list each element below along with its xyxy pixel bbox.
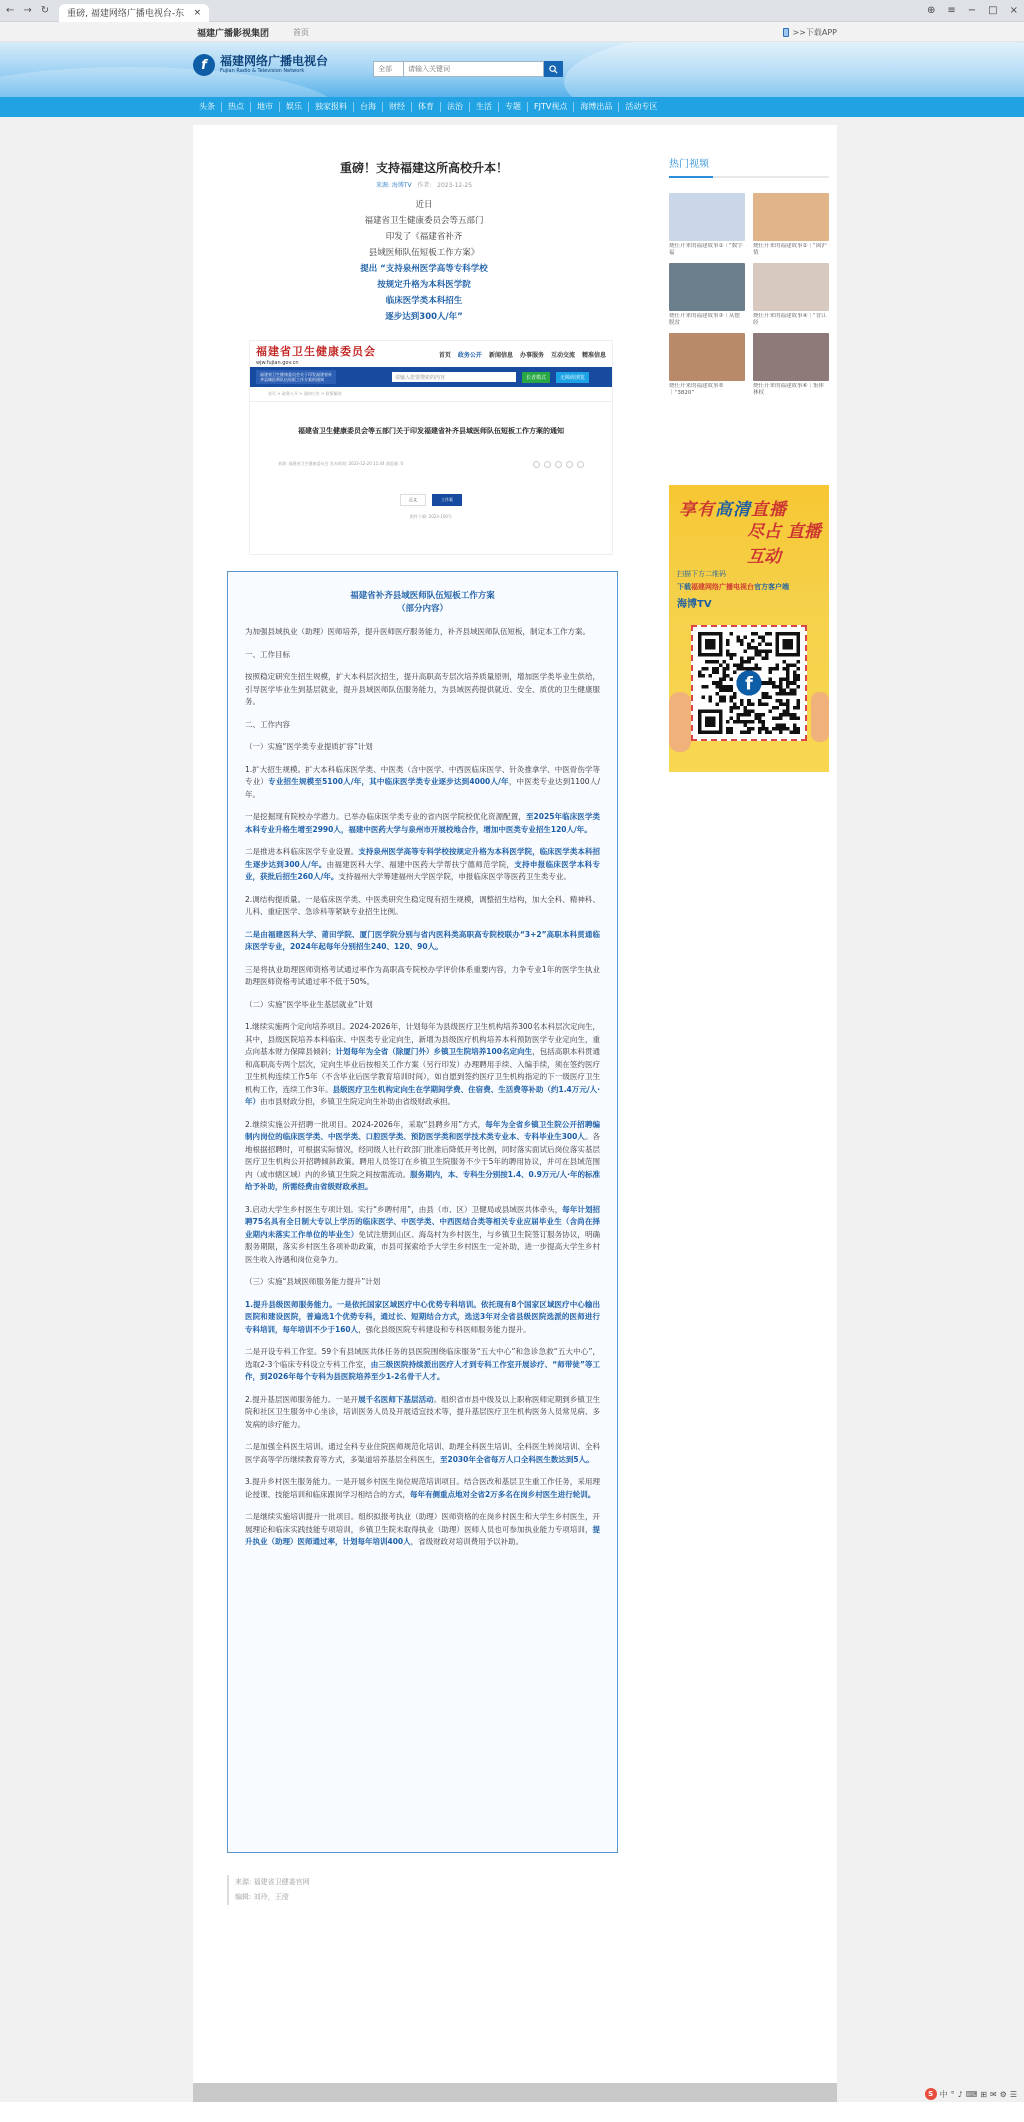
highlight-text: 每年为全省乡镇卫生院公开招聘编制内岗位的临床医学类、中医学类、口腔医学类、预防医学类和医学技术类专业本、专科毕业生300人	[245, 1119, 600, 1141]
nav-item[interactable]: 体育	[412, 102, 441, 112]
shot-nav-item: 办事服务	[519, 351, 544, 359]
document-paragraph	[245, 671, 600, 709]
body-text: 按照稳定研究生招生规模，扩大本科层次招生，提升高职高专层次培养质量原则，增加医学类毕业生供给，引导医学毕业生到基层就业，提升县域医师队伍服务能力，为县域医药提供就近、安全、质优的卫生健康服务。	[245, 672, 600, 706]
svg-text:f: f	[745, 674, 753, 695]
body-text: 二是推进本科临床医学专业设置。	[245, 847, 359, 856]
body-text: 2.继续实施公开招聘一批项目。2024-2026年，采取“县聘乡用”方式，	[245, 1119, 486, 1129]
nav-item[interactable]: 活动专区	[625, 102, 658, 111]
page-body	[0, 117, 1024, 2102]
body-text: ，包括高职本科贯通和高职高专两个层次，定向生毕业后按相关工作方案（另行印发）办理聘用手续、入编手续，须在签约医疗卫生机构连续工作5年（不含毕业后医学教育培训时间），如自愿到签约医疗卫生机构指定的下一级医疗卫生机构工作，连续工作3年。	[245, 1047, 601, 1094]
promo-text: 直播	[751, 500, 787, 520]
phone-icon	[783, 28, 789, 37]
highlight-text: 由三级医院持续派出医疗人才到专科工作室开展诊疗、“师带徒”等工作，到2026年每个专科为县医院培养至少1-2名骨干人才。	[245, 1359, 601, 1381]
home-link[interactable]: 首页	[293, 27, 310, 37]
maximize-icon[interactable]: □	[988, 5, 998, 16]
forward-icon[interactable]: →	[23, 5, 32, 16]
body-text: 支持福州大学筹建福州大学医学院，申报临床医学等医药卫生类专业。	[338, 872, 571, 881]
video-card[interactable]	[669, 263, 745, 327]
tab-close-icon[interactable]: ×	[193, 7, 202, 18]
body-text: 一是挖掘现有院校办学潜力。已举办临床医学类专业的省内医学院校优化资源配置，	[245, 812, 526, 821]
reload-icon[interactable]: ↻	[40, 5, 50, 16]
body-text: （三）实施“县域医师服务能力提升”计划	[245, 1277, 381, 1286]
nav-item[interactable]: 法治	[441, 102, 470, 112]
sogou-icon[interactable]: S	[925, 2088, 937, 2100]
article-author: 作者:	[417, 182, 432, 189]
document-paragraph	[245, 1276, 600, 1289]
nav-item[interactable]: 生活	[470, 102, 499, 112]
body-text: 一、工作目标	[245, 649, 290, 659]
video-caption: 烧任开来的福建故事①｜“数字福	[669, 243, 743, 256]
highlight-text: 至2025年临床医学类本科专业升格生增至2990人，福建中医药大学与泉州市开展校地合作，增加中医类专业招生120人/年。	[245, 812, 600, 834]
page-bottom-bar	[193, 2083, 837, 2102]
document-paragraph	[245, 719, 600, 732]
qr-code-icon[interactable]	[691, 625, 807, 741]
sidebar	[655, 125, 837, 2091]
video-card[interactable]	[669, 333, 745, 397]
document-paragraph	[245, 1441, 600, 1466]
promo-line-2: 尽占 直播互动	[747, 522, 821, 567]
promo-text: 高清	[715, 500, 751, 520]
highlight-text: 计划每年为全省（除厦门外）乡镇卫生院培养100名定向生	[335, 1047, 533, 1056]
tray-icon[interactable]: ☰	[1009, 2089, 1017, 2099]
body-text: 由市县财政分担，乡镇卫生院定向生补助由省级财政承担。	[260, 1097, 455, 1106]
close-window-icon[interactable]: ×	[1009, 5, 1018, 16]
promo-text: 享有	[679, 500, 715, 520]
document-paragraph	[245, 964, 600, 989]
document-subtitle-line: （部分内容）	[396, 604, 448, 614]
intro-line: 提出 “支持泉州医学高等专科学校	[360, 264, 488, 274]
highlight-text: 服务期内，本、专科生分别按1.4、0.9万元/人·年的标准给予补助，所需经费由省级财政承担。	[245, 1169, 600, 1191]
shot-green-button: 长者模式	[522, 372, 550, 383]
window-controls	[927, 5, 1018, 16]
shot-blue-button: 无障碍浏览	[556, 372, 589, 383]
extensions-icon[interactable]: ⊕	[926, 5, 936, 16]
body-text: 3.启动大学生乡村医生专项计划。实行“乡聘村用”，由县（市、区）卫健局或县域医共体牵头，	[245, 1204, 563, 1214]
video-thumbnail	[669, 333, 745, 381]
shot-breadcrumb: 首页 > 政务公开 > 通知公告 > 政策解读	[250, 387, 612, 402]
tray-icon[interactable]: ⌨	[965, 2089, 978, 2099]
tray-icon[interactable]: ⊞	[980, 2089, 987, 2099]
video-thumbnail	[669, 193, 745, 241]
article-source[interactable]: 来源: 海博TV	[375, 182, 412, 189]
highlight-text: 支持申报临床医学本科专业，获批后招生260人/年。	[245, 859, 600, 881]
video-caption: 烧任开来的福建故事⑤｜“3820”	[669, 383, 724, 396]
document-paragraph	[245, 1511, 600, 1549]
body-text: 免试注册到山区、海岛村为乡村医生，与乡镇卫生院签订服务协议，明确服务期限，落实乡村医生各项补助政策，市县可探索给予大学生乡村医生一定补助，进一步提高大学生乡村医生收入待遇和岗位竞争力。	[245, 1229, 601, 1264]
group-name[interactable]: 福建广播影视集团	[197, 28, 270, 39]
highlight-text: 每年计划招聘75名具有全日制大专以上学历的临床医学、中医学类、中西医结合类等相关专业应届毕业生（含尚在择业期内未落实工作单位的毕业生）	[245, 1204, 600, 1239]
nav-item[interactable]: FJTV视点	[528, 102, 574, 112]
editor-line: 编辑: 刘玲，王滢	[235, 1893, 289, 1901]
document-paragraph	[245, 1394, 600, 1432]
nav-item[interactable]: 专题	[499, 102, 528, 112]
body-text: 二是加强全科医生培训。通过全科专业住院医师规范化培训、助理全科医生培训、全科医生转岗培训、全科医学高等学历继续教育等方式，多渠道培养基层全科医生，	[245, 1442, 600, 1464]
logo-text-cn: 福建网络广播电视台	[220, 54, 329, 68]
document-paragraph	[245, 626, 600, 639]
body-text: 1.扩大招生规模。扩大本科临床医学类、中医类（含中医学、中西医临床医学、针灸推拿学、中医骨伤学等专业）	[245, 764, 600, 786]
video-card[interactable]	[753, 263, 829, 327]
document-paragraph	[245, 846, 600, 884]
highlight-text: 提升执业（助理）医师通过率，计划每年培训400人	[245, 1524, 600, 1546]
intro-line: 县域医师队伍短板工作方案》	[368, 248, 480, 258]
system-tray	[925, 2088, 1020, 2100]
intro-line: 印发了《福建省补齐	[385, 232, 463, 242]
embedded-screenshot	[249, 340, 613, 555]
promo-app-name: 海博TV	[677, 599, 712, 610]
article-footer-credits	[227, 1875, 357, 1905]
site-search	[373, 61, 563, 77]
shot-search-box: 请输入您要搜索的内容	[392, 372, 516, 382]
tray-icon[interactable]: ✉	[989, 2089, 997, 2099]
body-text: 1.继续实施两个定向培养项目。2024-2026年，计划每年为县级医疗卫生机构培养300名本科层次定向生，其中，县级医院培养本科临床、中医类专业定向生，新增为县级医疗机构培养本科预防医学专业定向生，重点向基本财力保障县倾斜；	[245, 1022, 600, 1056]
highlight-text: 县级医疗卫生机构定向生在学期间学费、住宿费、生活费等补助（约1.4万元/人·年）	[245, 1084, 600, 1106]
promo-line-3: 扫描下方二维码	[677, 570, 726, 578]
document-paragraph	[245, 1119, 600, 1194]
shot-org-site: wjw.fujian.gov.cn	[256, 359, 299, 366]
document-paragraph	[245, 894, 600, 919]
document-paragraph	[245, 741, 600, 754]
shot-org-name: 福建省卫生健康委员会	[256, 344, 376, 358]
shot-share-icons	[533, 461, 584, 468]
highlight-text: 支持泉州医学高等专科学校按规定升格为本科医学院，临床医学类本科招生逐步达到300人/年。	[245, 847, 601, 869]
video-thumbnail	[753, 333, 829, 381]
site-topbar	[0, 22, 1024, 42]
highlight-text: 二是由福建医科大学、莆田学院、厦门医学院分别与省内医科类高职高专院校联办“3+2”高职本科贯通临床医学专业，2024年起每年分别招生240、120、90人。	[245, 929, 600, 951]
tray-icon[interactable]: °	[950, 2089, 955, 2099]
body-text: （一）实施“医学类专业提质扩容”计划	[245, 742, 373, 751]
app-download-link[interactable]	[783, 27, 837, 38]
video-card[interactable]	[753, 333, 829, 397]
shot-ticker: 福建省卫生健康委员会关于印发福建省补齐县域医师队伍短板工作方案的通知	[256, 370, 336, 384]
document-title-line: 福建省补齐县域医师队伍短板工作方案	[350, 591, 495, 601]
logo-mark-icon: f	[193, 54, 215, 76]
nav-item[interactable]: 热点	[222, 102, 251, 112]
app-download-label: >>下载APP	[792, 27, 837, 37]
shot-nav-item: 政务公开	[457, 351, 482, 359]
video-thumbnail	[753, 263, 829, 311]
site-banner	[0, 42, 1024, 97]
document-paragraph	[245, 1204, 600, 1267]
body-text: 为加强县域执业（助理）医师培养，提升医师医疗服务能力，补齐县域医师队伍短板，制定本工作方案。	[245, 627, 590, 636]
source-line: 来源: 福建省卫健委官网	[235, 1878, 310, 1886]
back-icon[interactable]: ←	[6, 5, 15, 16]
document-paragraph	[245, 1476, 600, 1501]
highlight-text: 至2030年全省每万人口全科医生数达到5人。	[440, 1454, 594, 1464]
body-text: 。组织省市县中级及以上职称医师定期到乡镇卫生院和社区卫生服务中心坐诊，培训医务人员及开展适宜技术等，提升基层医疗卫生机构医务人员常见病、多发病的诊疗能力。	[245, 1394, 601, 1429]
body-text: 二是继续实施培训提升一批项目。组织拟报考执业（助理）医师资格的在岗乡村医生和大学生乡村医生，开展理论和临床实践技能专项培训，乡镇卫生院未取得执业（助理）医师人员也可参加执业能力专项培训，	[245, 1512, 600, 1534]
intro-line: 福建省卫生健康委员会等五部门	[364, 216, 484, 226]
promo-text: 下载	[677, 583, 691, 591]
video-card[interactable]	[669, 193, 745, 257]
intro-line: 逐步达到300人/年”	[385, 312, 463, 322]
logo-text-en: Fujian Radio & Television Network	[220, 68, 305, 74]
nav-item[interactable]: 独家报料	[309, 102, 354, 112]
body-text: ，强化县级医院专科建设和专科医师服务能力提升。	[358, 1324, 531, 1334]
shot-doc-title: 福建省卫生健康委员会等五部门关于印发福建省补齐县域医师队伍短板工作方案的通知	[298, 427, 564, 435]
body-text: 3.提升乡村医生服务能力。一是开展乡村医生岗位规范培训项目。结合医改和基层卫生重工作任务，采用理论授课、技能培训和临床跟岗学习相结合的方式，	[245, 1477, 600, 1499]
body-text: （二）实施“医学毕业生基层就业”计划	[245, 999, 373, 1009]
video-caption: 烧任开来的福建故事③｜从摆脱贫	[669, 313, 740, 326]
highlight-text: 1.提升县级医师服务能力。一是依托国家区域医疗中心优势专科培训。依托现有8个国家区域医疗中心输出医院和建设医院，	[245, 1299, 600, 1321]
nav-item[interactable]: 地市	[251, 102, 280, 112]
body-text: ，中医类专业达到1100人/年。	[245, 777, 600, 799]
browser-nav-controls	[6, 5, 49, 16]
article-date: 2023-12-25	[437, 182, 473, 189]
hot-videos-grid	[669, 193, 829, 397]
search-button[interactable]	[544, 61, 563, 77]
document-paragraph	[245, 764, 600, 802]
shot-doc-meta: 来源: 福建省卫生健康委员会 发布时间: 2023-12-20 11:44 浏览量: 0	[278, 461, 403, 466]
highlight-text: 专业招生规模至5100人/年，其中临床医学类专业逐步达到4000人/年	[268, 777, 509, 786]
document-excerpt	[227, 571, 618, 1853]
search-input[interactable]	[404, 61, 544, 77]
intro-line: 近日	[415, 200, 433, 210]
document-paragraph	[245, 649, 600, 662]
promo-text: 官方客户端	[754, 583, 789, 591]
minimize-icon[interactable]: −	[967, 5, 977, 16]
shot-nav-item: 新闻信息	[488, 351, 513, 359]
tray-icon[interactable]: ⚙	[999, 2089, 1007, 2099]
tab-title: 重磅, 福建网络广播电视台-东	[67, 9, 185, 19]
article-title: 重磅！支持福建这所高校升本！	[339, 161, 508, 175]
browser-chrome	[0, 0, 1024, 22]
video-caption: 烧任开来的福建故事⑥｜集体林权	[753, 383, 824, 396]
shot-toggle-right: 工作案	[432, 494, 462, 506]
search-icon	[549, 65, 558, 74]
video-caption: 烧任开来的福建故事④｜“晋江经	[753, 313, 827, 326]
video-caption: 烧任开来的福建故事②｜“闽沪情	[753, 243, 827, 256]
body-text: 2.调结构提质量。一是临床医学类、中医类研究生稳定现有招生规模，调整招生结构，加大全科、精神科、儿科、重症医学、急诊科等紧缺专业招生比例。	[245, 894, 600, 916]
body-text: 。各地根据招聘时，可根据实际情况，经同级人社行政部门批准后降低开考比例，同时落实面试后岗位落实基层医疗卫生机构公开招聘倾斜政策。聘用人员签订在乡镇卫生院服务不少于5年的聘用协议，并可在县域范围内（或市辖区域）内的乡镇卫生院之间按需流动。	[245, 1132, 601, 1179]
shot-footer: 附件下载: 2023-100号	[410, 514, 452, 519]
intro-line: 按规定升格为本科医学院	[377, 280, 471, 290]
video-card[interactable]	[753, 193, 829, 257]
document-paragraph	[245, 929, 600, 954]
article-column	[193, 125, 655, 2091]
document-paragraph	[245, 1346, 600, 1384]
shot-toggle-left: 正文	[400, 494, 426, 506]
document-paragraph	[245, 999, 600, 1012]
highlight-text: 展千名医师下基层活动	[358, 1394, 434, 1404]
body-text: 二是开设专科工作室。59个有县域医共体任务的县医院围绕临床服务“五大中心”和急诊急救“五大中心”，选取2-3个临床专科设立专科工作室，	[245, 1347, 600, 1369]
nav-item[interactable]: 娱乐	[280, 102, 309, 112]
document-paragraph	[245, 811, 600, 836]
tray-icon[interactable]: ♪	[957, 2089, 963, 2099]
promo-text: 福建网络广播电视台	[691, 583, 754, 591]
shot-nav-item: 互动交流	[550, 351, 575, 359]
article-meta	[193, 180, 655, 189]
browser-tab[interactable]	[59, 4, 209, 22]
nav-item[interactable]: 财经	[383, 102, 412, 112]
video-thumbnail	[669, 263, 745, 311]
menu-icon[interactable]: ≡	[947, 5, 956, 16]
body-text: ，省级财政对培训费用予以补助。	[410, 1537, 524, 1546]
main-nav	[0, 97, 1024, 117]
shot-nav	[439, 350, 606, 359]
app-promo-banner[interactable]	[669, 485, 829, 772]
nav-item[interactable]: 海博出品	[574, 102, 619, 112]
body-text: 二、工作内容	[245, 719, 290, 729]
tray-icon[interactable]: 中	[939, 2089, 948, 2099]
video-thumbnail	[753, 193, 829, 241]
search-category-select[interactable]: 全部	[373, 61, 404, 77]
highlight-text: 每年有侧重点地对全省2万多名在岗乡村医生进行轮训。	[410, 1489, 596, 1499]
body-text: 由福建医科大学、福建中医药大学帮扶宁德师范学院，	[326, 859, 515, 869]
nav-item[interactable]: 头条	[193, 102, 222, 112]
nav-item[interactable]: 台海	[354, 102, 383, 112]
promo-line-4	[677, 582, 789, 592]
document-title	[245, 590, 600, 616]
highlight-text: 普遍选1个优势专科，通过长、短期结合方式，选送3年对全省县级医院选派的医师进行专科培训，每年培训不少于160人	[245, 1312, 601, 1334]
document-paragraph	[245, 1299, 600, 1337]
shot-nav-item: 首页	[438, 351, 451, 359]
document-paragraph	[245, 1021, 600, 1109]
site-logo[interactable]	[193, 54, 328, 76]
hot-videos-title: 热门视频	[669, 155, 829, 178]
intro-line: 临床医学类本科招生	[385, 296, 463, 306]
body-text: 三是将执业助理医师资格考试通过率作为高职高专院校办学评价体系重要内容，力争专业1年的医学生执业助理医师资格考试通过率不低于50%。	[245, 964, 600, 986]
shot-nav-item: 精准信息	[581, 351, 606, 359]
body-text: 2.提升基层医师服务能力。一是开	[245, 1394, 359, 1404]
article-intro	[193, 197, 655, 325]
